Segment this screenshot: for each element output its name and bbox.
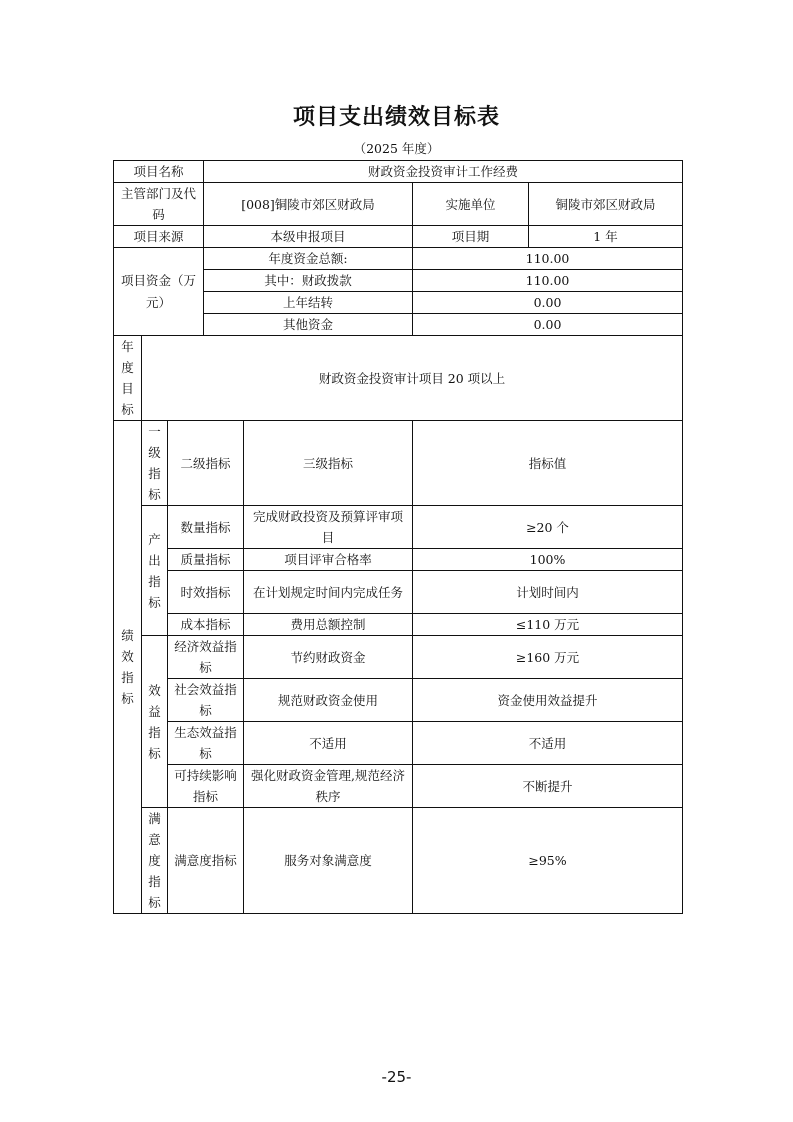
value-cell: ≥95% bbox=[413, 808, 683, 914]
funds-fiscal-value: 110.00 bbox=[413, 270, 683, 292]
funds-fiscal-label: 其中：财政拨款 bbox=[204, 270, 413, 292]
value-cell: 不断提升 bbox=[413, 765, 683, 808]
output-indicator-label: 产出指标 bbox=[142, 506, 168, 636]
table-row bbox=[114, 636, 683, 679]
row-annual-goal bbox=[114, 336, 683, 421]
level3-cell: 不适用 bbox=[244, 722, 413, 765]
value-cell: 计划时间内 bbox=[413, 571, 683, 614]
level2-cell: 可持续影响指标 bbox=[168, 765, 244, 808]
level2-cell: 社会效益指标 bbox=[168, 679, 244, 722]
header-level1: 一级指标 bbox=[142, 421, 168, 506]
funds-total-value: 110.00 bbox=[413, 248, 683, 270]
header-level2: 二级指标 bbox=[168, 421, 244, 506]
level2-cell: 满意度指标 bbox=[168, 808, 244, 914]
table-row bbox=[114, 549, 683, 571]
level2-cell: 时效指标 bbox=[168, 571, 244, 614]
level3-cell: 项目评审合格率 bbox=[244, 549, 413, 571]
level3-cell: 费用总额控制 bbox=[244, 614, 413, 636]
annual-goal-label: 年度目标 bbox=[114, 336, 142, 421]
value-cell: 100% bbox=[413, 549, 683, 571]
table-row bbox=[114, 506, 683, 549]
table-row bbox=[114, 679, 683, 722]
level2-cell: 生态效益指标 bbox=[168, 722, 244, 765]
value-cell: ≤110 万元 bbox=[413, 614, 683, 636]
level2-cell: 数量指标 bbox=[168, 506, 244, 549]
source-label: 项目来源 bbox=[114, 226, 204, 248]
benefit-indicator-label: 效益指标 bbox=[142, 636, 168, 808]
row-indicator-header bbox=[114, 421, 683, 506]
impl-value: 铜陵市郊区财政局 bbox=[529, 183, 683, 226]
value-cell: ≥20 个 bbox=[413, 506, 683, 549]
table-row bbox=[114, 722, 683, 765]
row-source bbox=[114, 226, 683, 248]
row-funds-total bbox=[114, 248, 683, 270]
performance-indicator-label: 绩效指标 bbox=[114, 421, 142, 914]
annual-goal-value: 财政资金投资审计项目 20 项以上 bbox=[142, 336, 683, 421]
level2-cell: 成本指标 bbox=[168, 614, 244, 636]
level3-cell: 强化财政资金管理,规范经济秩序 bbox=[244, 765, 413, 808]
row-project-name bbox=[114, 161, 683, 183]
level3-cell: 规范财政资金使用 bbox=[244, 679, 413, 722]
header-value: 指标值 bbox=[413, 421, 683, 506]
dept-value: [008]铜陵市郊区财政局 bbox=[204, 183, 413, 226]
period-label: 项目期 bbox=[413, 226, 529, 248]
level2-cell: 经济效益指标 bbox=[168, 636, 244, 679]
satisfaction-indicator-label: 满意度指标 bbox=[142, 808, 168, 914]
table-row bbox=[114, 571, 683, 614]
performance-target-table bbox=[113, 160, 683, 914]
funds-other-label: 其他资金 bbox=[204, 314, 413, 336]
funds-label: 项目资金（万元） bbox=[114, 248, 204, 336]
table-row bbox=[114, 808, 683, 914]
level3-cell: 完成财政投资及预算评审项目 bbox=[244, 506, 413, 549]
project-name-value: 财政资金投资审计工作经费 bbox=[204, 161, 683, 183]
table-row bbox=[114, 614, 683, 636]
header-level3: 三级指标 bbox=[244, 421, 413, 506]
funds-other-value: 0.00 bbox=[413, 314, 683, 336]
dept-label: 主管部门及代码 bbox=[114, 183, 204, 226]
period-value: 1 年 bbox=[529, 226, 683, 248]
page-subtitle: （2025 年度） bbox=[353, 141, 440, 156]
funds-total-label: 年度资金总额: bbox=[204, 248, 413, 270]
source-value: 本级申报项目 bbox=[204, 226, 413, 248]
row-department bbox=[114, 183, 683, 226]
value-cell: ≥160 万元 bbox=[413, 636, 683, 679]
impl-label: 实施单位 bbox=[413, 183, 529, 226]
level3-cell: 节约财政资金 bbox=[244, 636, 413, 679]
value-cell: 不适用 bbox=[413, 722, 683, 765]
level3-cell: 在计划规定时间内完成任务 bbox=[244, 571, 413, 614]
project-name-label: 项目名称 bbox=[114, 161, 204, 183]
value-cell: 资金使用效益提升 bbox=[413, 679, 683, 722]
page-number: -25- bbox=[381, 1068, 412, 1086]
level2-cell: 质量指标 bbox=[168, 549, 244, 571]
table-row bbox=[114, 765, 683, 808]
level3-cell: 服务对象满意度 bbox=[244, 808, 413, 914]
funds-carry-label: 上年结转 bbox=[204, 292, 413, 314]
funds-carry-value: 0.00 bbox=[413, 292, 683, 314]
page-title: 项目支出绩效目标表 bbox=[292, 105, 500, 130]
